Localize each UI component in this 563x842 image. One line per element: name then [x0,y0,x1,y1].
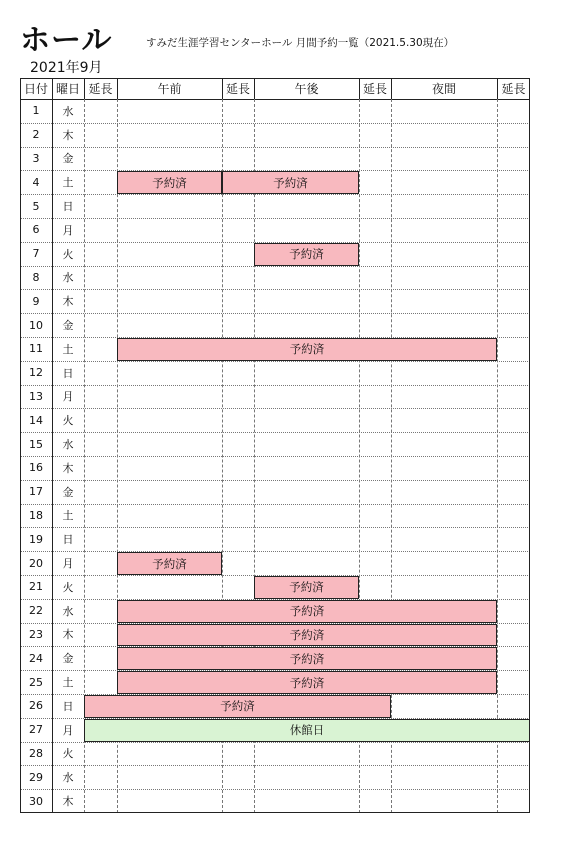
reservation-bar: 予約済 [117,171,222,194]
weekday-cell: 火 [62,247,74,261]
weekday-cell: 日 [62,200,74,214]
reservation-bar: 予約済 [117,600,497,623]
date-cell: 22 [29,604,43,618]
column-header: 日付 [23,82,48,96]
weekday-cell: 月 [62,223,74,237]
weekday-cell: 月 [62,390,74,404]
weekday-cell: 水 [62,771,74,785]
page-subtitle: すみだ生涯学習センターホール 月間予約一覧（2021.5.30現在） [146,37,455,49]
weekday-cell: 土 [62,176,74,190]
year-month-label: 2021年9月 [30,60,103,76]
reservation-bar: 予約済 [117,624,497,647]
date-cell: 6 [32,223,40,237]
date-cell: 28 [29,746,43,760]
date-cell: 23 [29,627,43,641]
reservation-table [20,78,530,813]
reservation-bar: 予約済 [117,647,497,670]
date-cell: 24 [29,651,43,665]
reservation-bar: 予約済 [222,171,359,194]
date-cell: 25 [29,675,43,689]
column-header: 延長 [225,82,250,96]
weekday-cell: 土 [62,342,74,356]
weekday-cell: 月 [62,557,74,571]
date-cell: 7 [32,247,40,261]
weekday-cell: 土 [62,509,74,523]
weekday-cell: 火 [62,747,74,761]
date-cell: 21 [29,580,43,594]
date-cell: 10 [29,318,43,332]
date-cell: 18 [29,508,43,522]
weekday-cell: 金 [62,485,74,499]
column-header: 延長 [501,82,526,96]
weekday-cell: 日 [62,699,74,713]
reservation-bar: 予約済 [84,695,391,718]
date-cell: 27 [29,723,43,737]
column-header: 延長 [88,82,113,96]
column-header: 午前 [157,82,182,96]
weekday-cell: 木 [62,295,74,309]
reservation-bar: 予約済 [254,576,359,599]
weekday-cell: 水 [62,271,74,285]
date-cell: 20 [29,556,43,570]
weekday-cell: 金 [62,152,74,166]
weekday-cell: 木 [62,461,74,475]
date-cell: 4 [32,175,40,189]
weekday-cell: 火 [62,580,74,594]
weekday-cell: 水 [62,104,74,118]
date-cell: 15 [29,437,43,451]
weekday-cell: 木 [62,628,74,642]
closed-day-bar: 休館日 [84,719,530,742]
date-cell: 8 [32,270,40,284]
reservation-bar: 予約済 [254,243,359,266]
date-cell: 29 [29,770,43,784]
column-header: 夜間 [431,82,456,96]
weekday-cell: 日 [62,366,74,380]
weekday-cell: 金 [62,652,74,666]
date-cell: 3 [32,151,40,165]
weekday-cell: 金 [62,319,74,333]
weekday-cell: 水 [62,604,74,618]
weekday-cell: 木 [62,795,74,809]
date-cell: 30 [29,794,43,808]
date-cell: 13 [29,389,43,403]
date-cell: 5 [32,199,40,213]
date-cell: 2 [32,128,40,142]
weekday-cell: 火 [62,414,74,428]
weekday-cell: 土 [62,676,74,690]
date-cell: 11 [29,342,43,356]
date-cell: 9 [32,294,40,308]
date-cell: 14 [29,413,43,427]
date-cell: 16 [29,461,43,475]
weekday-cell: 木 [62,128,74,142]
page-title: ホール [20,23,113,58]
column-header: 午後 [294,82,319,96]
date-cell: 26 [29,699,43,713]
date-cell: 12 [29,366,43,380]
reservation-bar: 予約済 [117,671,497,694]
weekday-cell: 水 [62,438,74,452]
date-cell: 19 [29,532,43,546]
column-header: 曜日 [55,82,80,96]
weekday-cell: 月 [62,723,74,737]
date-cell: 17 [29,485,43,499]
reservation-bar: 予約済 [117,338,497,361]
column-header: 延長 [362,82,387,96]
weekday-cell: 日 [62,533,74,547]
date-cell: 1 [32,104,40,118]
reservation-bar: 予約済 [117,552,222,575]
